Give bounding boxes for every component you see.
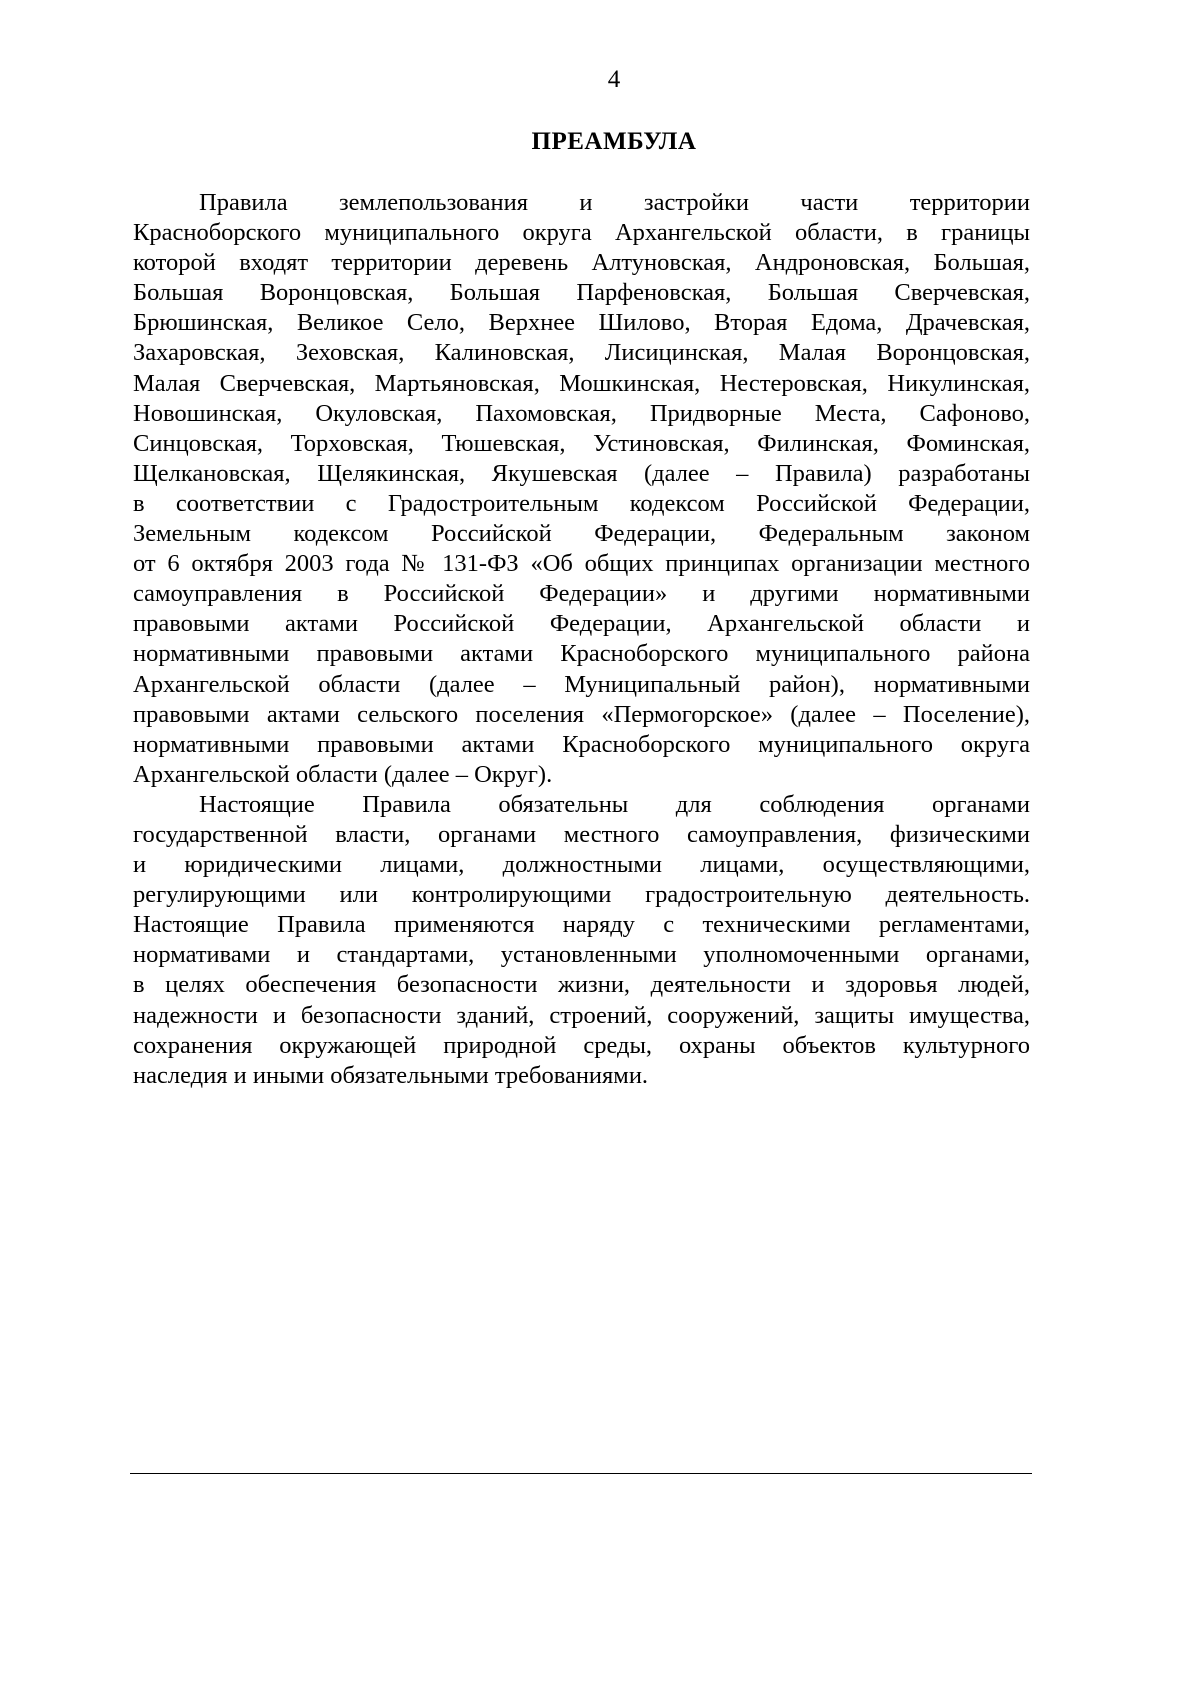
paragraph: [133, 790, 1030, 1091]
text-line: Архангельской области (далее – Муниципальный район), нормативными: [133, 670, 1030, 698]
text-line: Настоящие Правила применяются наряду с техническими регламентами,: [133, 911, 1030, 939]
text-line: надежности и безопасности зданий, строений, сооружений, защиты имущества,: [133, 1001, 1030, 1029]
section-title: ПРЕАМБУЛА: [531, 128, 697, 155]
text-line: регулирующими или контролирующими градостроительную деятельность.: [133, 881, 1030, 909]
text-line: в соответствии с Градостроительным кодексом Российской Федерации,: [133, 489, 1030, 517]
text-line: Новошинская, Окуловская, Пахомовская, Придворные Места, Сафоново,: [133, 399, 1030, 427]
text-line: Щелкановская, Щелякинская, Якушевская (далее – Правила) разработаны: [133, 459, 1030, 487]
text-line: государственной власти, органами местного самоуправления, физическими: [133, 820, 1030, 848]
text-line: сохранения окружающей природной среды, охраны объектов культурного: [133, 1031, 1030, 1059]
text-line: нормативами и стандартами, установленными уполномоченными органами,: [133, 941, 1030, 969]
text-line: Синцовская, Торховская, Тюшевская, Устиновская, Филинская, Фоминская,: [133, 429, 1030, 457]
text-line: Правила землепользования и застройки части территории: [199, 189, 1030, 216]
text-line: нормативными правовыми актами Красноборского муниципального района: [133, 640, 1030, 668]
text-line: нормативными правовыми актами Красноборского муниципального округа: [133, 730, 1030, 758]
text-line: правовыми актами Российской Федерации, Архангельской области и: [133, 610, 1030, 638]
text-line: Большая Воронцовская, Большая Парфеновская, Большая Сверчевская,: [133, 279, 1030, 307]
document-body: [133, 188, 1030, 1091]
text-line: которой входят территории деревень Алтуновская, Андроновская, Большая,: [133, 249, 1030, 277]
text-line: Малая Сверчевская, Мартьяновская, Мошкинская, Нестеровская, Никулинская,: [133, 369, 1030, 397]
text-line: Брюшинская, Великое Село, Верхнее Шилово, Вторая Едома, Драчевская,: [133, 309, 1030, 337]
text-line: наследия и иными обязательными требованиями.: [133, 1061, 649, 1089]
text-line: от 6 октября 2003 года № 131-ФЗ «Об общих принципах организации местного: [133, 550, 1030, 578]
text-line: Земельным кодексом Российской Федерации, Федеральным законом: [133, 520, 1030, 548]
text-line: Архангельской области (далее – Округ).: [133, 760, 553, 788]
text-line: в целях обеспечения безопасности жизни, деятельности и здоровья людей,: [133, 971, 1030, 999]
paragraph: [133, 188, 1030, 790]
text-line: Красноборского муниципального округа Архангельской области, в границы: [133, 219, 1030, 247]
text-line: Настоящие Правила обязательны для соблюдения органами: [199, 790, 1030, 818]
footer-divider: [130, 1473, 1032, 1474]
text-line: самоуправления в Российской Федерации» и другими нормативными: [133, 580, 1030, 608]
text-line: и юридическими лицами, должностными лицами, осуществляющими,: [133, 851, 1030, 879]
page-number: 4: [607, 66, 621, 93]
text-line: правовыми актами сельского поселения «Пермогорское» (далее – Поселение),: [133, 700, 1030, 728]
text-line: Захаровская, Зеховская, Калиновская, Лисицинская, Малая Воронцовская,: [133, 339, 1030, 367]
